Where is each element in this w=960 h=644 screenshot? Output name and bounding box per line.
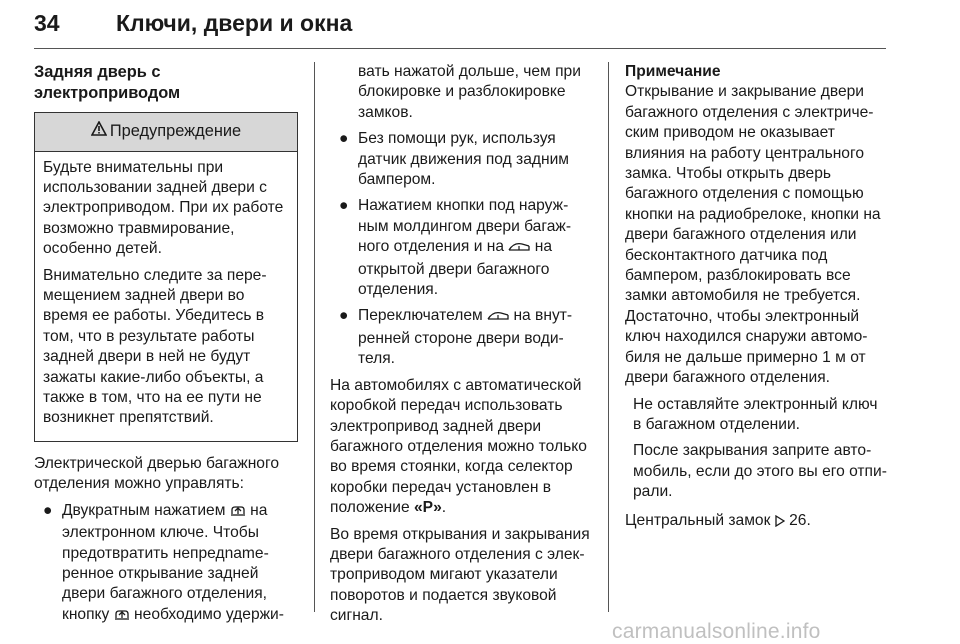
bullet: ● — [339, 130, 349, 148]
list-item — [330, 306, 592, 369]
list-item-text: необходимо удержи- — [134, 605, 284, 623]
list-item-text: на внутренней стороне двери водителя. — [358, 307, 573, 368]
bullet: ● — [339, 307, 349, 325]
column-divider — [314, 62, 315, 612]
list-item-text: на открытой двери багажного отделения. — [358, 238, 553, 299]
cross-reference — [625, 511, 887, 533]
bullet: ● — [43, 501, 53, 519]
list-item-text: Нажатием кнопки под наружным молдингом двери багажного отделения и на — [358, 197, 572, 256]
note-paragraph: Не оставляйте электронный ключ в багажном отделении. — [633, 395, 878, 433]
signal-paragraph: Во время открывания и закрывания двери багажного отделения с электроприводом мигают указатели поворотов и подается звуковой сигнал. — [330, 525, 590, 625]
header-rule — [34, 48, 886, 49]
page-number: 34 — [34, 10, 60, 36]
section-heading-line: электроприводом — [34, 83, 181, 102]
section-heading-line: Задняя дверь с — [34, 63, 161, 81]
control-list — [34, 501, 298, 627]
paragraph-text: На автомобилях с автоматической коробкой передач использовать электропривод задней двери багажного отделения можно только во время стоянки, когда селектор коробки передач установлен в положение — [330, 376, 587, 517]
tailgate-switch-icon — [508, 239, 530, 259]
watermark: carmanualsonline.info — [612, 620, 821, 643]
cross-reference-page[interactable]: 26. — [789, 511, 811, 529]
list-item-text: Переключателем — [358, 307, 483, 325]
bullet: ● — [339, 197, 349, 215]
page-header — [34, 4, 886, 50]
paragraph-text: . — [441, 499, 447, 517]
list-item-text: на электронном ключе. Чтобы предотвратить непредnameренное открывание задней двери багажного отделения, кнопку — [62, 501, 269, 623]
list-item — [34, 501, 298, 627]
list-item-continuation: вать нажатой дольше, чем при блокировке и разблокировке замков. — [358, 63, 581, 121]
list-item-text: Двукратным нажатием — [62, 501, 226, 519]
list-item — [330, 196, 592, 300]
note-title: Примечание — [625, 63, 721, 80]
automatic-transmission-paragraph — [330, 376, 592, 519]
list-item-text: Без помощи рук, используя датчик движения под задним бампером. — [358, 130, 570, 189]
intro-paragraph: Электрической дверью багажного отделения можно управлять: — [34, 454, 279, 493]
control-list — [330, 129, 592, 369]
tailgate-key-icon — [114, 607, 130, 627]
list-item — [330, 129, 592, 190]
column-3 — [625, 62, 887, 539]
tailgate-switch-icon — [487, 308, 509, 328]
warning-paragraph: Внимательно следите за перемещением задней двери во время ее работы. Убедитесь в том, что в результате работы задней двери в ней не будут зажаты какие-либо объекты, а также в том, что на ее пути не возникнет препятствий. — [43, 266, 267, 427]
warning-title: Предупреждение — [109, 122, 242, 141]
cross-reference-text: Центральный замок — [625, 511, 771, 529]
warning-box — [34, 112, 298, 442]
gear-position-p: «P» — [414, 499, 442, 517]
reference-arrow-icon — [775, 513, 785, 533]
column-divider — [608, 62, 609, 612]
warning-body — [35, 152, 297, 441]
page-title: Ключи, двери и окна — [116, 10, 353, 36]
tailgate-key-icon — [230, 503, 246, 523]
warning-header — [35, 113, 297, 152]
column-1 — [34, 62, 298, 633]
section-heading — [34, 62, 298, 104]
note-paragraph: Открывание и закрывание двери багажного отделения с электрическим приводом не оказывает влияния на работу центрального замка. Чтобы открыть дверь багажного отделения с помощью кнопки на радиобрелоке, кнопки на двери багажного отделения или бесконтактного датчика под бампером, разблокировать все замки автомобиля не требуется. Достаточно, чтобы электронный ключ находился снаружи автомобиля не дальше примерно 1 м от двери багажного отделения. — [625, 83, 881, 387]
note-paragraph: После закрывания заприте автомобиль, если до этого вы его отпирали. — [633, 442, 887, 501]
warning-paragraph: Будьте внимательны при использовании задней двери с электроприводом. При их работе возможно травмирование, особенно детей. — [43, 158, 284, 258]
warning-triangle-icon — [91, 121, 110, 141]
column-2 — [330, 62, 592, 633]
